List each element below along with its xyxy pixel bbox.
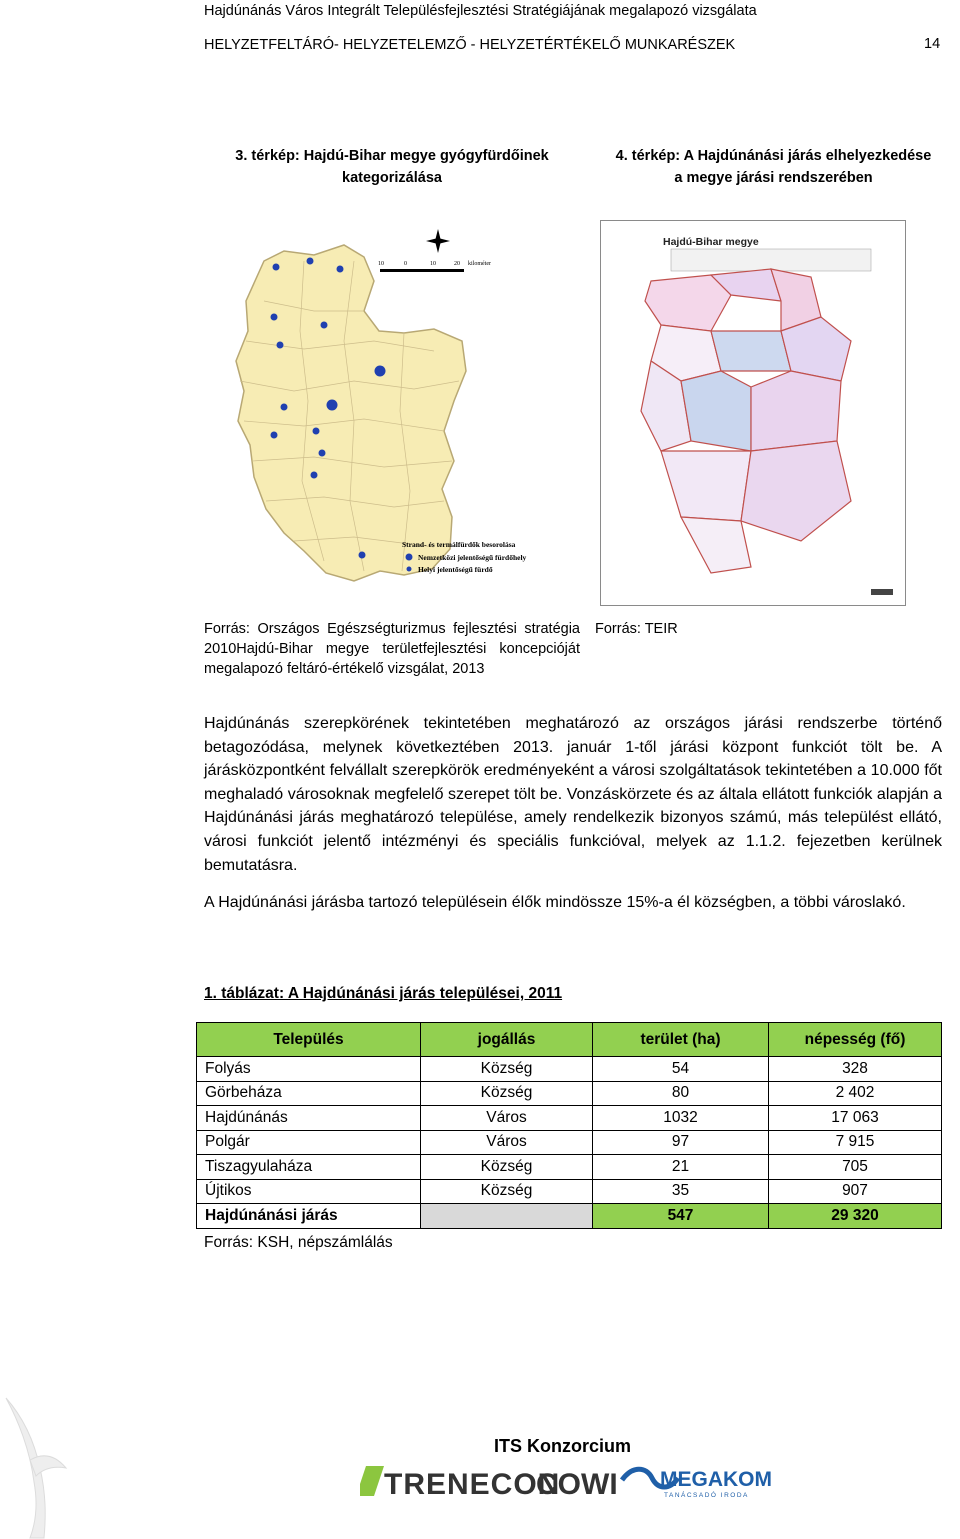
table-cell: Község bbox=[421, 1155, 593, 1180]
table-cell: Újtikos bbox=[197, 1179, 421, 1204]
table-cell: Város bbox=[421, 1106, 593, 1131]
scale-label: 20 bbox=[454, 261, 460, 267]
map-legend bbox=[402, 540, 527, 574]
scale-label: 0 bbox=[404, 261, 407, 267]
table-source: Forrás: KSH, népszámlálás bbox=[204, 1234, 393, 1251]
table-cell: Tiszagyulaháza bbox=[197, 1155, 421, 1180]
map1-caption bbox=[204, 145, 580, 189]
table-row bbox=[197, 1155, 942, 1180]
header-title-line1: Hajdúnánás Város Integrált Településfejlesztési Stratégiájának megalapozó vizsgálata bbox=[204, 3, 757, 19]
table-cell: 907 bbox=[769, 1179, 942, 1204]
settlements-table bbox=[196, 1022, 942, 1229]
page-number: 14 bbox=[924, 36, 941, 52]
map2-caption-line1: 4. térkép: A Hajdúnánási járás elhelyezkedése bbox=[615, 148, 932, 164]
table-total-row bbox=[197, 1204, 942, 1229]
table-cell: Görbeháza bbox=[197, 1081, 421, 1106]
table-cell: 35 bbox=[593, 1179, 769, 1204]
table-cell: 54 bbox=[593, 1057, 769, 1082]
legend-title: Strand- és termálfürdők besorolása bbox=[402, 540, 516, 549]
map2-source: Forrás: TEIR bbox=[595, 621, 678, 637]
district-map-title: Hajdú-Bihar megye bbox=[663, 236, 759, 248]
trenecon-wordmark: TRENECON bbox=[384, 1468, 561, 1500]
megakom-subtitle: TANÁCSADÓ IRODA bbox=[664, 1492, 749, 1499]
table-caption: 1. táblázat: A Hajdúnánási járás települései, 2011 bbox=[204, 985, 563, 1002]
bird-watermark-icon bbox=[0, 1390, 70, 1539]
map1-source: Forrás: Országos Egészségturizmus fejlesztési stratégia 2010Hajdú-Bihar megye területfejlesztési koncepcióját megalapozó feltáró-értékelő vizsgálat, 2013 bbox=[204, 621, 580, 677]
table-cell: Község bbox=[421, 1179, 593, 1204]
table-row bbox=[197, 1179, 942, 1204]
table-cell: 2 402 bbox=[769, 1081, 942, 1106]
table-row bbox=[197, 1130, 942, 1155]
table-cell: Polgár bbox=[197, 1130, 421, 1155]
table-cell: Hajdúnánás bbox=[197, 1106, 421, 1131]
header-cell: népesség (fő) bbox=[769, 1023, 942, 1057]
table-cell: 547 bbox=[593, 1204, 769, 1229]
north-arrow-icon bbox=[426, 229, 450, 253]
scale-label: 10 bbox=[378, 261, 384, 267]
table-cell: 80 bbox=[593, 1081, 769, 1106]
header-title-line2: HELYZETFELTÁRÓ- HELYZETELEMZŐ - HELYZETÉRTÉKELŐ MUNKARÉSZEK bbox=[204, 37, 736, 53]
map-scale-bar bbox=[378, 261, 491, 272]
table-cell: 17 063 bbox=[769, 1106, 942, 1131]
table-cell: Község bbox=[421, 1081, 593, 1106]
map1-caption-line1: 3. térkép: Hajdú-Bihar megye gyógyfürdőinek bbox=[235, 148, 549, 164]
table-cell: 705 bbox=[769, 1155, 942, 1180]
scale-label: 10 bbox=[430, 261, 436, 267]
table-cell: Város bbox=[421, 1130, 593, 1155]
table-cell: 97 bbox=[593, 1130, 769, 1155]
scale-label: kilométer bbox=[468, 261, 491, 267]
megakom-logo bbox=[622, 1468, 772, 1499]
header-cell: Település bbox=[197, 1023, 421, 1057]
partner-logos bbox=[360, 1456, 790, 1500]
map2-caption-line2: a megye járási rendszerében bbox=[674, 170, 873, 186]
map1-caption-line2: kategorizálása bbox=[342, 170, 442, 186]
map2-caption bbox=[596, 145, 951, 189]
district-map-graphic bbox=[601, 221, 906, 606]
cowi-wordmark: COWI bbox=[536, 1468, 618, 1500]
table-cell: Község bbox=[421, 1057, 593, 1082]
table-header-row bbox=[197, 1023, 942, 1057]
table-cell: Hajdúnánási járás bbox=[197, 1204, 421, 1229]
spa-map-image bbox=[204, 221, 580, 607]
district-map-image bbox=[600, 220, 906, 606]
table-cell: 7 915 bbox=[769, 1130, 942, 1155]
table-cell: 29 320 bbox=[769, 1204, 942, 1229]
legend-item: Helyi jelentőségű fürdő bbox=[418, 565, 493, 574]
cowi-logo bbox=[536, 1468, 618, 1500]
megakom-wordmark: MEGAKOM bbox=[660, 1468, 772, 1491]
header-cell: terület (ha) bbox=[593, 1023, 769, 1057]
trenecon-logo bbox=[360, 1466, 560, 1500]
table-cell: Folyás bbox=[197, 1057, 421, 1082]
body-paragraph: Hajdúnánás szerepkörének tekintetében meghatározó az országos járási rendszerbe történő betagozódása, melynek következtében 2013. január 1-től járási központ funkciót tölt be. A járásközpontként felvállalt szerepkörök eredményeként a városi szolgáltatások tekintetében a 10.000 főt meghaladó városoknak megfelelő szerepet tölt be. Vonzáskörzete és az általa ellátott funkciók alapján a Hajdúnánási járás meghatározó települése, amely rendelkezik bizonyos számú, más települést ellátó, városi funkciót jelentő intézményi és speciális funkcióval, melyek az 1.1.2. fejezetben kerülnek bemutatásra. bbox=[204, 715, 942, 874]
legend-item: Nemzetközi jelentőségű fürdőhely bbox=[418, 553, 527, 562]
spa-map-graphic bbox=[204, 221, 580, 607]
table-row bbox=[197, 1106, 942, 1131]
table-row bbox=[197, 1057, 942, 1082]
table-cell: 1032 bbox=[593, 1106, 769, 1131]
table-cell: 21 bbox=[593, 1155, 769, 1180]
header-cell: jogállás bbox=[421, 1023, 593, 1057]
table-cell: 328 bbox=[769, 1057, 942, 1082]
body-paragraph: A Hajdúnánási járásba tartozó településein élők mindössze 15%-a él községben, a többi városlakó. bbox=[204, 894, 906, 911]
consortium-label: ITS Konzorcium bbox=[494, 1436, 632, 1456]
table-cell bbox=[421, 1204, 593, 1229]
table-row bbox=[197, 1081, 942, 1106]
